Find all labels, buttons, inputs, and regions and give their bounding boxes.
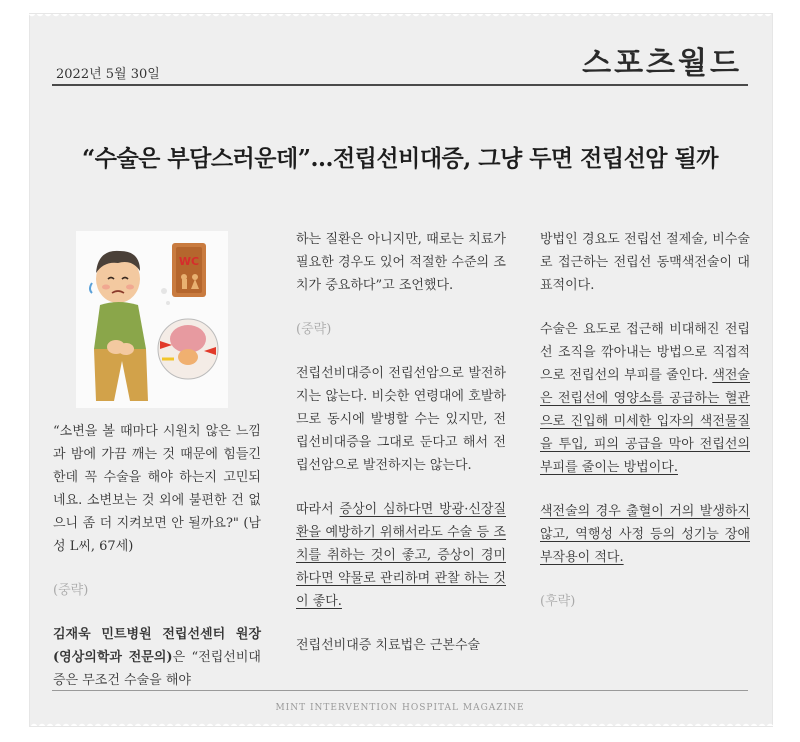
underlined-emphasis: 색전술의 경우 출혈이 거의 발생하지 않고, 역행성 사정 등의 성기능 장애 부작용이 적다. [540, 504, 750, 565]
header-divider [52, 84, 748, 86]
illustration-svg [76, 231, 228, 408]
paragraph [296, 498, 506, 613]
article-headline: “수술은 부담스러운데”…전립선비대증, 그냥 두면 전립선암 될까 [82, 145, 718, 172]
paragraph [540, 500, 750, 569]
paragraph: 하는 질환은 아니지만, 때로는 치료가 필요한 경우도 있어 적절한 수준의 조치가 중요하다”고 조언했다. [296, 232, 506, 293]
patient-quote: “소변을 볼 때마다 시원치 않은 느낌과 밤에 가끔 깨는 것 때문에 힘들긴 한데 꼭 수술을 해야 하는지 고민되네요. 소변보는 것 외에 불편한 건 없으니 좀 더 지켜보면 안 될까요?" (남성 L씨, 67세) [53, 424, 261, 554]
article-column-3 [540, 228, 750, 634]
magazine-footer: MINT INTERVENTION HOSPITAL MAGAZINE [275, 703, 525, 713]
doctor-name: 김재욱 민트병원 전립선센터 원장(영상의학과 전문의) [53, 627, 261, 665]
publication-date: 2022년 5월 30일 [56, 67, 160, 82]
article-column-2 [296, 228, 506, 678]
underlined-emphasis: 증상이 심하다면 방광·신장질환을 예방하기 위해서라도 수술 등 조치를 취하는 것이 좋고, 증상이 경미하다면 약물로 관리하며 관찰 하는 것이 좋다. [296, 502, 507, 609]
paragraph-lead: 수술은 요도로 접근해 비대해진 전립선 조직을 깎아내는 방법으로 직접적으로 전립선의 부피를 줄인다. [540, 322, 750, 383]
omission-marker: (후략) [540, 594, 576, 609]
illustration-man-urinary-discomfort [76, 231, 228, 408]
omission-marker: (중략) [296, 322, 332, 337]
paragraph: 전립선비대증 치료법은 근본수술 [296, 638, 481, 653]
article-column-1 [53, 420, 261, 713]
omission-marker: (중략) [53, 583, 89, 598]
paragraph-lead: 따라서 [296, 502, 340, 517]
paragraph: 방법인 경요도 전립선 절제술, 비수술로 접근하는 전립선 동맥색전술이 대표적이다. [540, 232, 750, 293]
man-trousers [94, 349, 148, 401]
paragraph: 전립선비대증이 전립선암으로 발전하지는 않는다. 비슷한 연령대에 호발하므로 동시에 발병할 수는 있지만, 전립선비대증을 그대로 둔다고 해서 전립선암으로 발전하지는 않는다. [296, 366, 506, 473]
paragraph [540, 318, 750, 479]
underlined-emphasis: 색전술은 전립선에 영양소를 공급하는 혈관으로 진입해 미세한 입자의 색전물질을 투입, 피의 공급을 막아 전립선의 부피를 줄이는 방법이다. [540, 368, 750, 475]
footer-divider [52, 690, 748, 691]
wc-sign: WC [178, 255, 200, 268]
doctor-intro [53, 623, 261, 692]
doctor-intro-text: 은 “전립선비대증은 무조건 수술을 해야 [53, 650, 261, 688]
brand-logo: 스포츠월드 [582, 46, 742, 81]
